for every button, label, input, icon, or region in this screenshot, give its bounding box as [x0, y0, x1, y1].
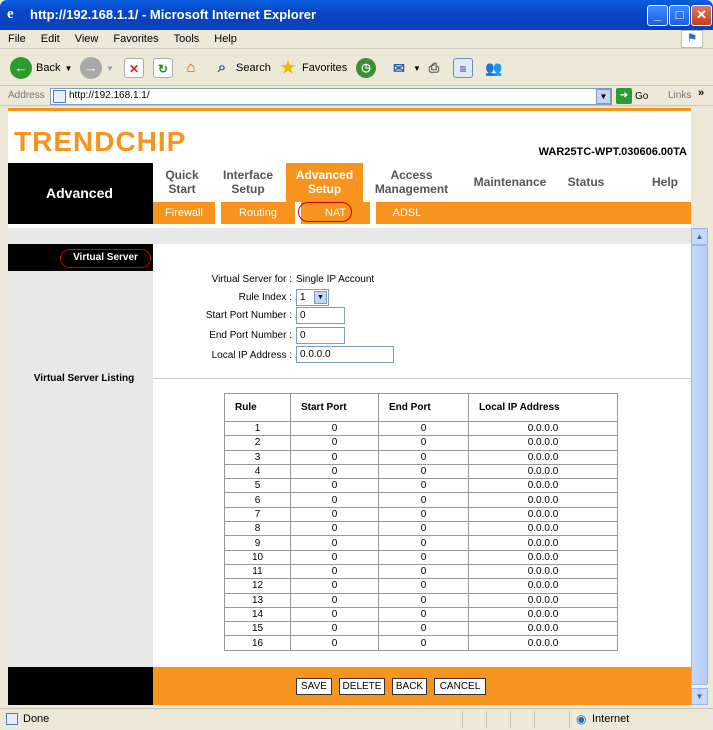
cell-start-port: 0 [291, 522, 379, 536]
page-icon [53, 90, 66, 103]
mail-button[interactable] [389, 54, 421, 82]
edit-page-icon: ≡ [453, 58, 473, 78]
links-label[interactable]: Links [668, 90, 692, 101]
menu-favorites[interactable]: Favorites [113, 33, 159, 45]
chevron-down-icon: ▼ [314, 291, 327, 304]
cell-rule: 16 [225, 636, 291, 650]
scroll-down-button[interactable]: ▼ [691, 688, 708, 705]
table-row [225, 593, 618, 607]
subtab-routing[interactable]: Routing [215, 202, 295, 224]
table-row [225, 479, 618, 493]
table-row [225, 579, 618, 593]
cell-local-ip: 0.0.0.0 [469, 536, 618, 550]
cell-end-port: 0 [379, 436, 469, 450]
sidebar-listing-label: Virtual Server Listing [33, 373, 135, 384]
cell-rule: 2 [225, 436, 291, 450]
cell-start-port: 0 [291, 493, 379, 507]
back-arrow-icon: ← [10, 57, 32, 79]
windows-flag-icon: ⚑ [681, 30, 703, 48]
search-label: Search [236, 62, 271, 74]
cell-local-ip: 0.0.0.0 [469, 564, 618, 578]
favorites-button[interactable] [278, 54, 347, 82]
table-row [225, 522, 618, 536]
section-label: Advanced [46, 185, 113, 201]
vs-for-label: Virtual Server for : [211, 274, 292, 285]
globe-icon: ◉ [576, 712, 587, 726]
menu-view[interactable]: View [74, 33, 99, 45]
menu-tools[interactable]: Tools [173, 33, 200, 45]
back-page-button[interactable]: BACK [392, 678, 427, 695]
cell-start-port: 0 [291, 622, 379, 636]
back-label: Back [36, 62, 61, 74]
cell-start-port: 0 [291, 464, 379, 478]
address-input[interactable] [50, 88, 612, 105]
end-port-input[interactable]: 0 [296, 327, 345, 344]
cell-start-port: 0 [291, 579, 379, 593]
cell-local-ip: 0.0.0.0 [469, 522, 618, 536]
sub-nav [153, 202, 691, 224]
search-button[interactable] [212, 54, 271, 82]
tab-status[interactable]: Status [567, 175, 605, 189]
cell-end-port: 0 [379, 536, 469, 550]
status-text: Done [23, 713, 50, 725]
table-row [225, 436, 618, 450]
main-nav [153, 163, 691, 202]
cell-local-ip: 0.0.0.0 [469, 550, 618, 564]
col-local-ip: Local IP Address [469, 394, 618, 422]
subtab-nat[interactable]: NAT [295, 202, 370, 224]
scrollbar-thumb[interactable] [691, 245, 708, 685]
subtab-firewall[interactable]: Firewall [165, 207, 203, 219]
toolbar [0, 50, 713, 86]
ie-logo-icon: e [7, 6, 14, 22]
cell-end-port: 0 [379, 550, 469, 564]
cell-start-port: 0 [291, 550, 379, 564]
cell-rule: 13 [225, 593, 291, 607]
save-button[interactable]: SAVE [296, 678, 332, 695]
history-button[interactable] [356, 54, 376, 82]
cell-start-port: 0 [291, 607, 379, 621]
history-icon: ◷ [356, 58, 376, 78]
cell-end-port: 0 [379, 522, 469, 536]
stop-button[interactable] [124, 54, 144, 82]
cell-start-port: 0 [291, 422, 379, 436]
chevron-right-icon[interactable]: » [698, 87, 705, 99]
go-label: Go [635, 90, 649, 102]
start-port-input[interactable]: 0 [296, 307, 345, 324]
table-row [225, 622, 618, 636]
cell-start-port: 0 [291, 436, 379, 450]
cell-rule: 5 [225, 479, 291, 493]
cell-rule: 1 [225, 422, 291, 436]
cell-start-port: 0 [291, 536, 379, 550]
page-done-icon [6, 713, 18, 725]
menu-edit[interactable]: Edit [40, 33, 60, 45]
cell-local-ip: 0.0.0.0 [469, 579, 618, 593]
messenger-button[interactable] [484, 54, 504, 82]
refresh-button[interactable] [153, 54, 173, 82]
cell-start-port: 0 [291, 564, 379, 578]
start-port-label: Start Port Number : [205, 310, 292, 321]
cell-rule: 4 [225, 464, 291, 478]
table-row [225, 507, 618, 521]
chevron-down-icon: ▼ [413, 63, 421, 73]
home-icon: ⌂ [186, 59, 196, 76]
tab-help[interactable]: Help [651, 175, 678, 189]
cell-end-port: 0 [379, 564, 469, 578]
scroll-up-button[interactable]: ▲ [691, 228, 708, 245]
tab-access-management[interactable]: Access Management [374, 168, 449, 196]
section-label-box [8, 163, 153, 224]
mail-icon: ✉ [393, 60, 405, 76]
printer-icon: ⎙ [428, 60, 440, 75]
go-button[interactable] [616, 88, 648, 104]
stop-icon: ✕ [124, 58, 144, 78]
cell-local-ip: 0.0.0.0 [469, 464, 618, 478]
address-label: Address [8, 90, 45, 101]
cell-rule: 10 [225, 550, 291, 564]
cell-end-port: 0 [379, 607, 469, 621]
cell-start-port: 0 [291, 450, 379, 464]
table-row [225, 550, 618, 564]
maximize-button[interactable]: □ [669, 5, 690, 26]
cell-local-ip: 0.0.0.0 [469, 493, 618, 507]
cell-end-port: 0 [379, 493, 469, 507]
cell-local-ip: 0.0.0.0 [469, 422, 618, 436]
cell-end-port: 0 [379, 464, 469, 478]
cell-local-ip: 0.0.0.0 [469, 436, 618, 450]
cell-rule: 9 [225, 536, 291, 550]
delete-button[interactable]: DELETE [339, 678, 385, 695]
menu-bar [0, 30, 713, 49]
cell-end-port: 0 [379, 479, 469, 493]
menu-help[interactable]: Help [214, 33, 237, 45]
table-row [225, 536, 618, 550]
status-divider [569, 711, 570, 728]
favorites-label: Favorites [302, 62, 348, 74]
close-button[interactable]: ✕ [691, 5, 712, 26]
cell-end-port: 0 [379, 579, 469, 593]
cell-rule: 3 [225, 450, 291, 464]
cell-rule: 7 [225, 507, 291, 521]
table-body [225, 422, 618, 651]
minimize-button[interactable]: _ [647, 5, 668, 26]
cell-rule: 6 [225, 493, 291, 507]
address-dropdown-button[interactable]: ▼ [596, 89, 611, 104]
edit-button[interactable] [453, 54, 473, 82]
brand-logo: TRENDCHIP [14, 126, 187, 157]
cell-start-port: 0 [291, 479, 379, 493]
cell-end-port: 0 [379, 593, 469, 607]
cell-start-port: 0 [291, 593, 379, 607]
divider [153, 378, 691, 379]
sidebar-item-virtual-server[interactable]: Virtual Server [60, 249, 151, 268]
cell-end-port: 0 [379, 422, 469, 436]
end-port-label: End Port Number : [209, 330, 292, 341]
sidebar [8, 244, 153, 667]
table-row [225, 422, 618, 436]
rule-index-select[interactable]: 1 ▼ [296, 289, 329, 306]
col-start-port: Start Port [291, 394, 379, 422]
cell-rule: 11 [225, 564, 291, 578]
table-row [225, 450, 618, 464]
cell-start-port: 0 [291, 636, 379, 650]
cell-local-ip: 0.0.0.0 [469, 607, 618, 621]
home-button[interactable] [181, 54, 201, 82]
tab-advanced-setup[interactable]: Advanced Setup [286, 163, 363, 202]
print-button[interactable] [424, 54, 444, 82]
status-bar [0, 708, 713, 730]
col-end-port: End Port [379, 394, 469, 422]
model-string: WAR25TC-WPT.030606.00TA [538, 146, 687, 158]
table-row [225, 564, 618, 578]
cell-rule: 15 [225, 622, 291, 636]
forward-arrow-icon: → [80, 57, 102, 79]
back-button[interactable] [10, 54, 72, 82]
address-url: http://192.168.1.1/ [69, 90, 150, 101]
cancel-button[interactable]: CANCEL [434, 678, 486, 695]
cell-end-port: 0 [379, 507, 469, 521]
status-divider [462, 711, 463, 728]
nat-highlight-oval [298, 202, 352, 222]
col-rule: Rule [225, 394, 291, 422]
messenger-icon: 👥 [485, 60, 503, 76]
star-icon: ★ [280, 58, 296, 77]
forward-button[interactable] [80, 54, 114, 82]
cell-rule: 8 [225, 522, 291, 536]
cell-local-ip: 0.0.0.0 [469, 507, 618, 521]
local-ip-label: Local IP Address : [211, 350, 292, 361]
cell-local-ip: 0.0.0.0 [469, 479, 618, 493]
bottom-black-box [8, 667, 153, 705]
search-icon: ⌕ [217, 59, 227, 76]
web-page [8, 108, 691, 705]
address-bar [0, 86, 713, 106]
tab-quick-start[interactable]: Quick Start [165, 168, 199, 196]
cell-local-ip: 0.0.0.0 [469, 636, 618, 650]
chevron-down-icon: ▼ [64, 63, 73, 73]
local-ip-input[interactable]: 0.0.0.0 [296, 346, 394, 363]
table-row [225, 607, 618, 621]
cell-end-port: 0 [379, 636, 469, 650]
go-arrow-icon: ➜ [616, 88, 632, 104]
menu-file[interactable]: File [8, 33, 26, 45]
window-title: http://192.168.1.1/ - Microsoft Internet Explorer [30, 7, 317, 22]
vs-for-value: Single IP Account [296, 274, 375, 285]
tab-interface-setup[interactable]: Interface Setup [222, 168, 274, 196]
chevron-down-icon: ▼ [106, 63, 114, 73]
virtual-server-table [224, 393, 618, 651]
title-bar [0, 0, 713, 30]
table-row [225, 464, 618, 478]
zone-text: Internet [592, 713, 630, 725]
rule-index-label: Rule Index : [238, 292, 292, 303]
table-row [225, 493, 618, 507]
tab-maintenance[interactable]: Maintenance [473, 175, 547, 189]
cell-local-ip: 0.0.0.0 [469, 593, 618, 607]
cell-end-port: 0 [379, 450, 469, 464]
cell-local-ip: 0.0.0.0 [469, 622, 618, 636]
status-divider [486, 711, 487, 728]
table-header-row [225, 394, 618, 422]
subtab-adsl[interactable]: ADSL [370, 202, 438, 224]
cell-local-ip: 0.0.0.0 [469, 450, 618, 464]
cell-end-port: 0 [379, 622, 469, 636]
status-divider [534, 711, 535, 728]
cell-rule: 14 [225, 607, 291, 621]
cell-rule: 12 [225, 579, 291, 593]
table-row [225, 636, 618, 650]
gray-band [8, 228, 691, 244]
refresh-icon: ↻ [153, 58, 173, 78]
status-divider [510, 711, 511, 728]
cell-start-port: 0 [291, 507, 379, 521]
top-accent-line [8, 108, 691, 111]
